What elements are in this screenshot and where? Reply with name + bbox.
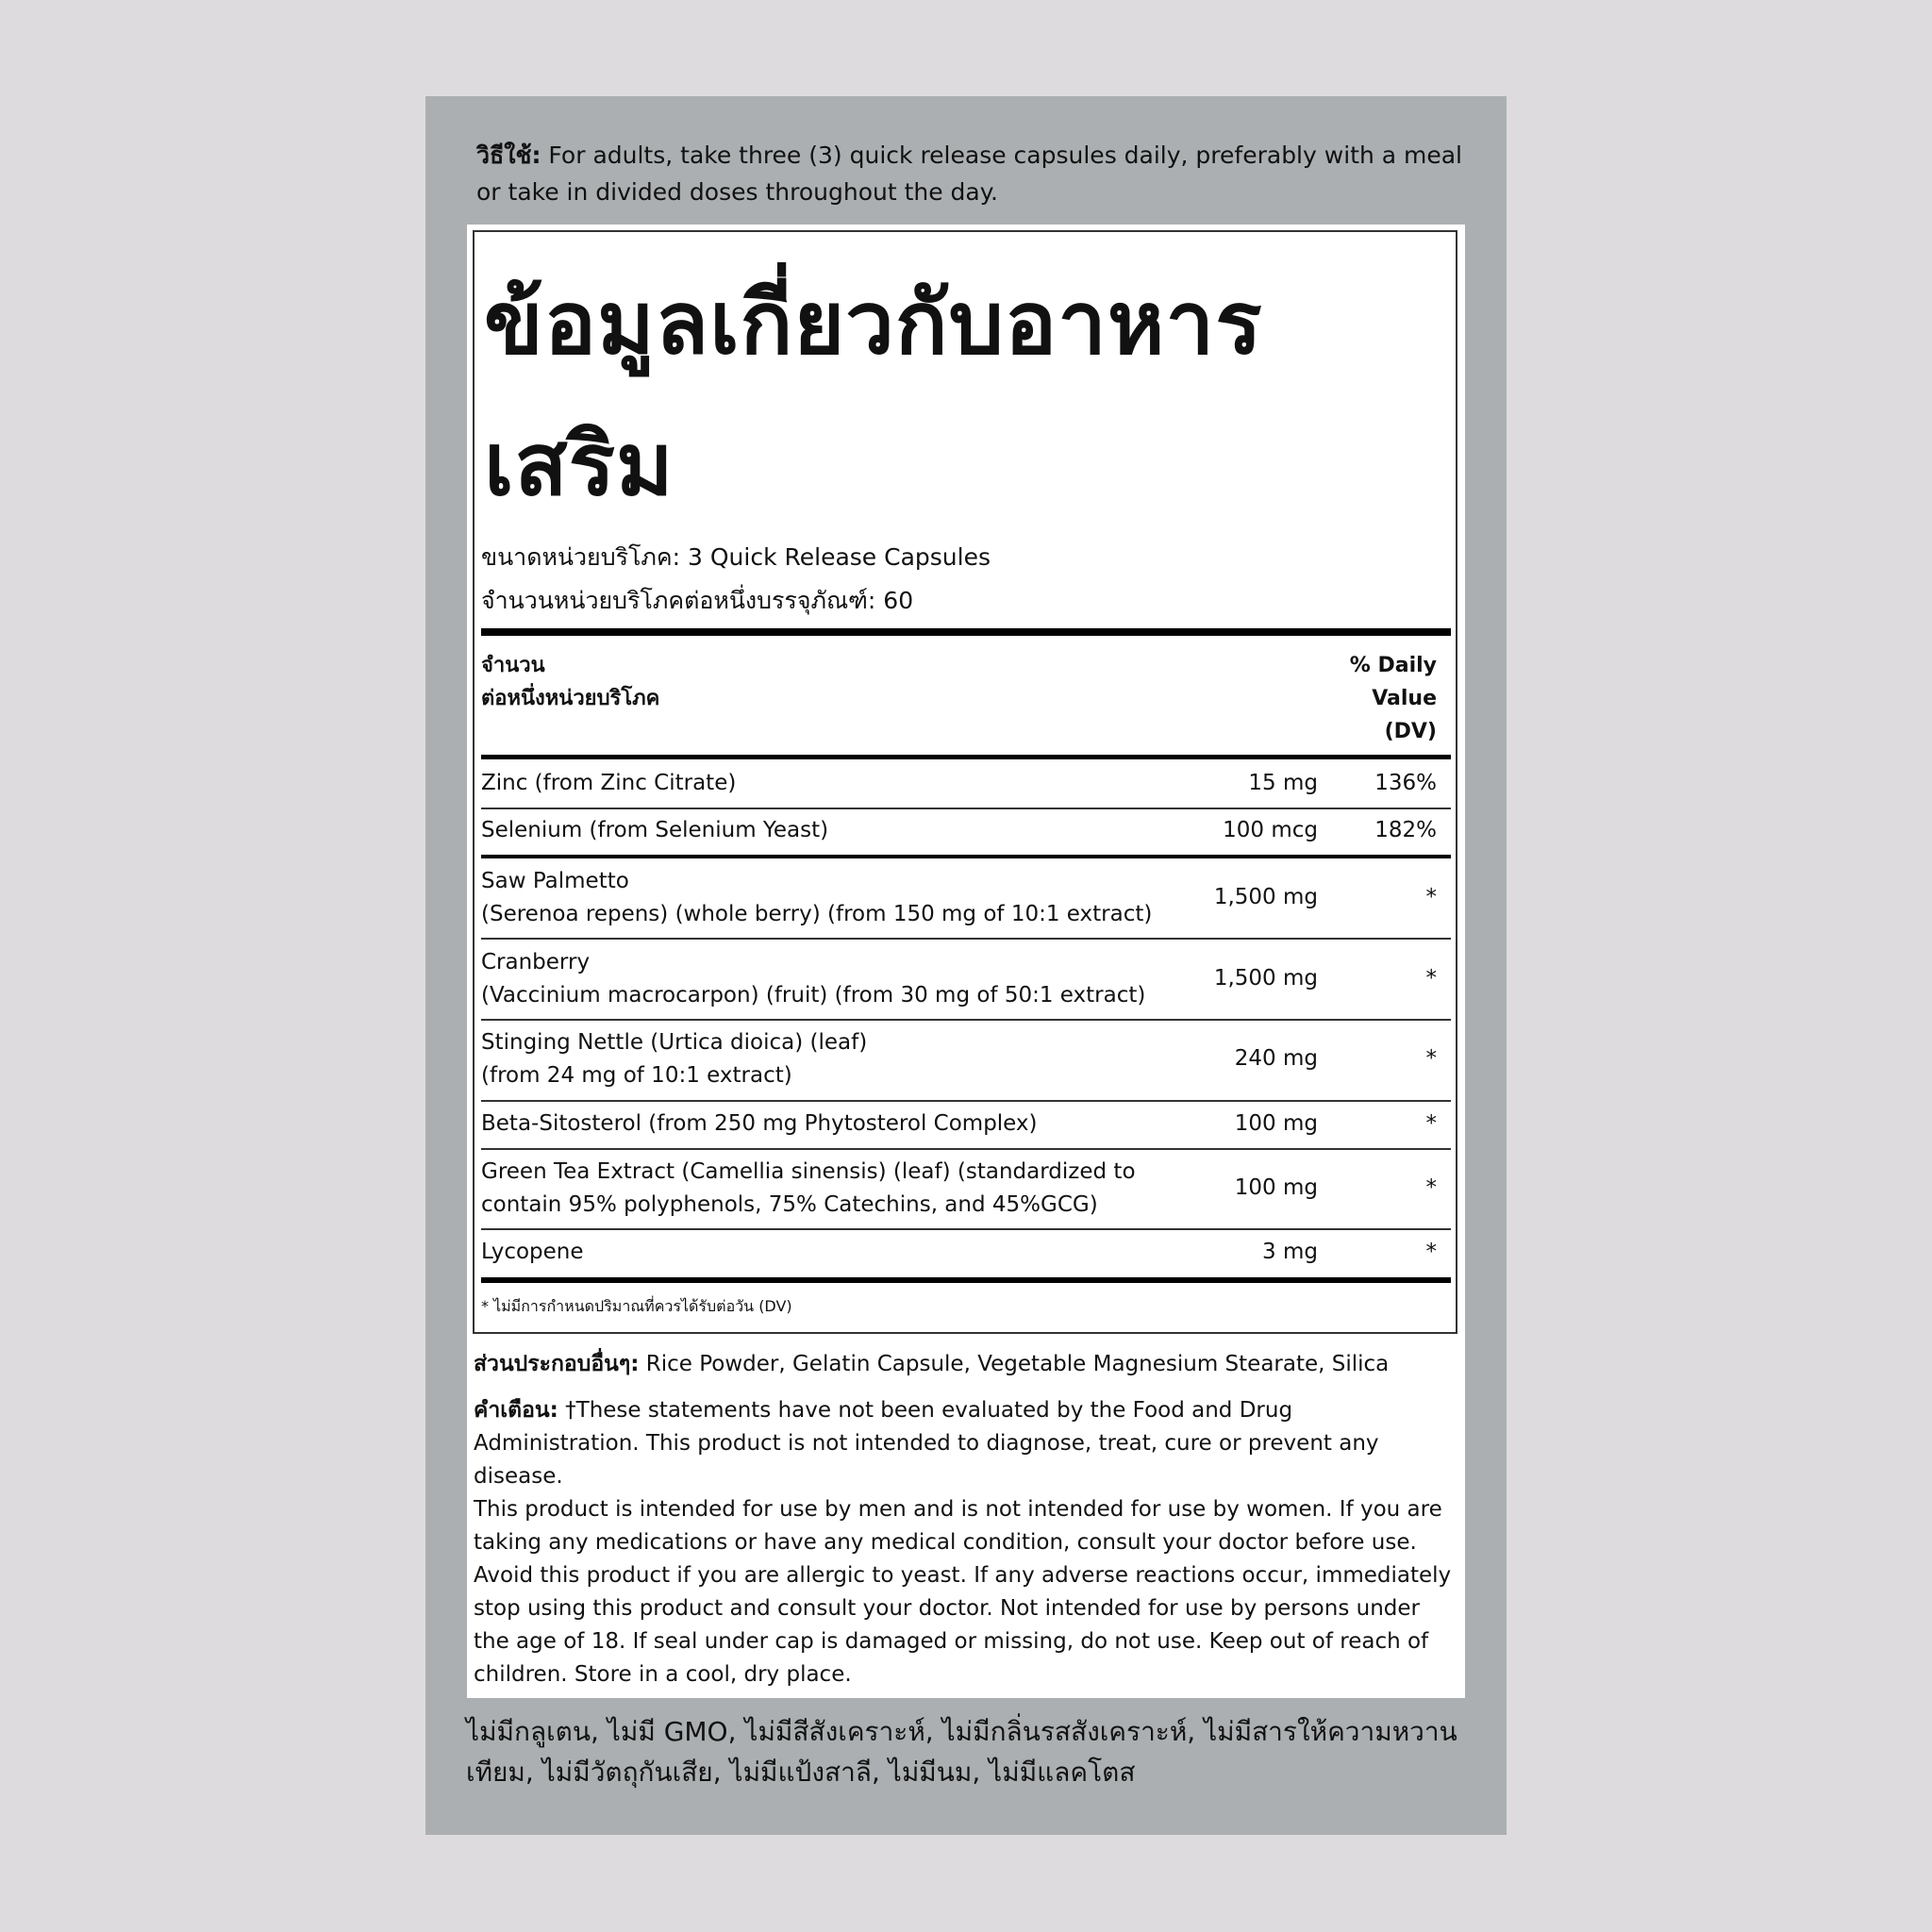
nutrient-row-zinc: [481, 767, 1451, 807]
nutrient-amount: 100 mg: [1234, 1111, 1318, 1136]
facts-title: ข้อมูลเกี่ยวกับอาหารเสริม: [484, 273, 1263, 515]
nutrient-amount: 15 mg: [1248, 771, 1318, 795]
nutrient-dv: *: [1425, 1240, 1437, 1264]
warning-details: This product is intended for use by men and is not intended for use by women. If you are taking any medications or have any medical condition, consult your doctor before use. Avoid this product if you are allergic to yeast. If any adverse reactions occur, immediately stop using this product and consult your doctor. Not intended for use by persons under the age of 18. If seal under cap is damaged or missing, do not use. Keep out of reach of children. Store in a cool, dry place.: [474, 1497, 1452, 1687]
nutrient-row-stinging-nettle: [481, 1026, 1451, 1094]
nutrient-dv: *: [1425, 966, 1437, 991]
other-ingredients-text: Rice Powder, Gelatin Capsule, Vegetable Magnesium Stearate, Silica: [639, 1352, 1390, 1376]
nutrient-dv: *: [1425, 885, 1437, 909]
serving-size: ขนาดหน่วยบริโภค: 3 Quick Release Capsules: [481, 543, 991, 571]
header-amount-line2: ต่อหนึ่งหน่วยบริโภค: [481, 687, 660, 710]
nutrient-dv: 182%: [1374, 818, 1437, 842]
warning: [474, 1394, 1460, 1493]
header-amount-line1: จำนวน: [481, 654, 545, 677]
row-divider: [481, 808, 1451, 809]
nutrient-dv: *: [1425, 1111, 1437, 1136]
nutrient-detail: contain 95% polyphenols, 75% Catechins, and 45%GCG): [481, 1192, 1098, 1217]
nutrient-amount: 100 mg: [1234, 1175, 1318, 1200]
nutrient-amount: 100 mcg: [1223, 818, 1318, 842]
nutrient-name: Beta-Sitosterol (from 250 mg Phytosterol Complex): [481, 1111, 1038, 1136]
directions-text: [476, 137, 1467, 210]
nutrient-name: Saw Palmetto: [481, 869, 629, 893]
nutrient-amount: 3 mg: [1262, 1240, 1318, 1264]
nutrient-detail: (Vaccinium macrocarpon) (fruit) (from 30 mg of 50:1 extract): [481, 983, 1146, 1008]
nutrient-dv: 136%: [1374, 771, 1437, 795]
nutrient-name: Green Tea Extract (Camellia sinensis) (leaf) (standardized to: [481, 1159, 1136, 1184]
directions-body: For adults, take three (3) quick release capsules daily, preferably with a meal or take in divided doses throughout the day.: [476, 142, 1462, 206]
nutrient-name: Stinging Nettle (Urtica dioica) (leaf): [481, 1030, 868, 1055]
nutrient-row-selenium: [481, 814, 1451, 854]
nutrient-row-cranberry: [481, 946, 1451, 1014]
row-divider: [481, 1100, 1451, 1102]
header-divider: [481, 755, 1451, 759]
free-from-claims: ไม่มีกลูเตน, ไม่มี GMO, ไม่มีสีสังเคราะห์, ไม่มีกลิ่นรสสังเคราะห์, ไม่มีสารให้ความหวานเทียม, ไม่มีวัตถุกันเสีย, ไม่มีแป้งสาลี, ไม่มีนม, ไม่มีแลคโตส: [466, 1716, 1457, 1788]
nutrient-amount: 240 mg: [1234, 1046, 1318, 1071]
nutrient-row-saw-palmetto: [481, 865, 1451, 933]
nutrient-detail: (Serenoa repens) (whole berry) (from 150 mg of 10:1 extract): [481, 902, 1153, 926]
nutrient-amount: 1,500 mg: [1213, 885, 1318, 909]
header-dv-line1: % Daily: [1349, 654, 1437, 677]
row-divider: [481, 1228, 1451, 1230]
header-dv-line2: Value: [1372, 687, 1437, 710]
nutrient-name: Selenium (from Selenium Yeast): [481, 818, 829, 842]
bottom-divider: [481, 1277, 1451, 1283]
directions-label: วิธีใช้:: [476, 142, 541, 169]
nutrient-dv: *: [1425, 1175, 1437, 1200]
nutrient-row-beta-sitosterol: [481, 1108, 1451, 1147]
warning-text: †These statements have not been evaluated by the Food and Drug Administration. This product is not intended to diagnose, treat, cure or prevent any disease.: [474, 1398, 1379, 1489]
section-divider: [481, 855, 1451, 858]
row-divider: [481, 1019, 1451, 1021]
nutrient-row-lycopene: [481, 1236, 1451, 1275]
nutrient-amount: 1,500 mg: [1213, 966, 1318, 991]
other-ingredients: [474, 1348, 1460, 1381]
nutrient-detail: (from 24 mg of 10:1 extract): [481, 1063, 792, 1088]
servings-per-container: จำนวนหน่วยบริโภคต่อหนึ่งบรรจุภัณฑ์: 60: [481, 587, 914, 614]
other-ingredients-label: ส่วนประกอบอื่นๆ:: [474, 1352, 640, 1376]
nutrient-name: Cranberry: [481, 950, 591, 974]
row-divider: [481, 938, 1451, 940]
thick-divider: [481, 628, 1451, 636]
nutrient-row-green-tea: [481, 1156, 1451, 1224]
warning-label: คำเตือน:: [474, 1398, 558, 1423]
header-dv-line3: (DV): [1384, 720, 1437, 743]
dv-footnote: * ไม่มีการกำหนดปริมาณที่ควรได้รับต่อวัน (DV): [481, 1297, 792, 1315]
nutrient-name: Zinc (from Zinc Citrate): [481, 771, 737, 795]
row-divider: [481, 1148, 1451, 1150]
nutrient-dv: *: [1425, 1046, 1437, 1071]
nutrient-name: Lycopene: [481, 1240, 584, 1264]
